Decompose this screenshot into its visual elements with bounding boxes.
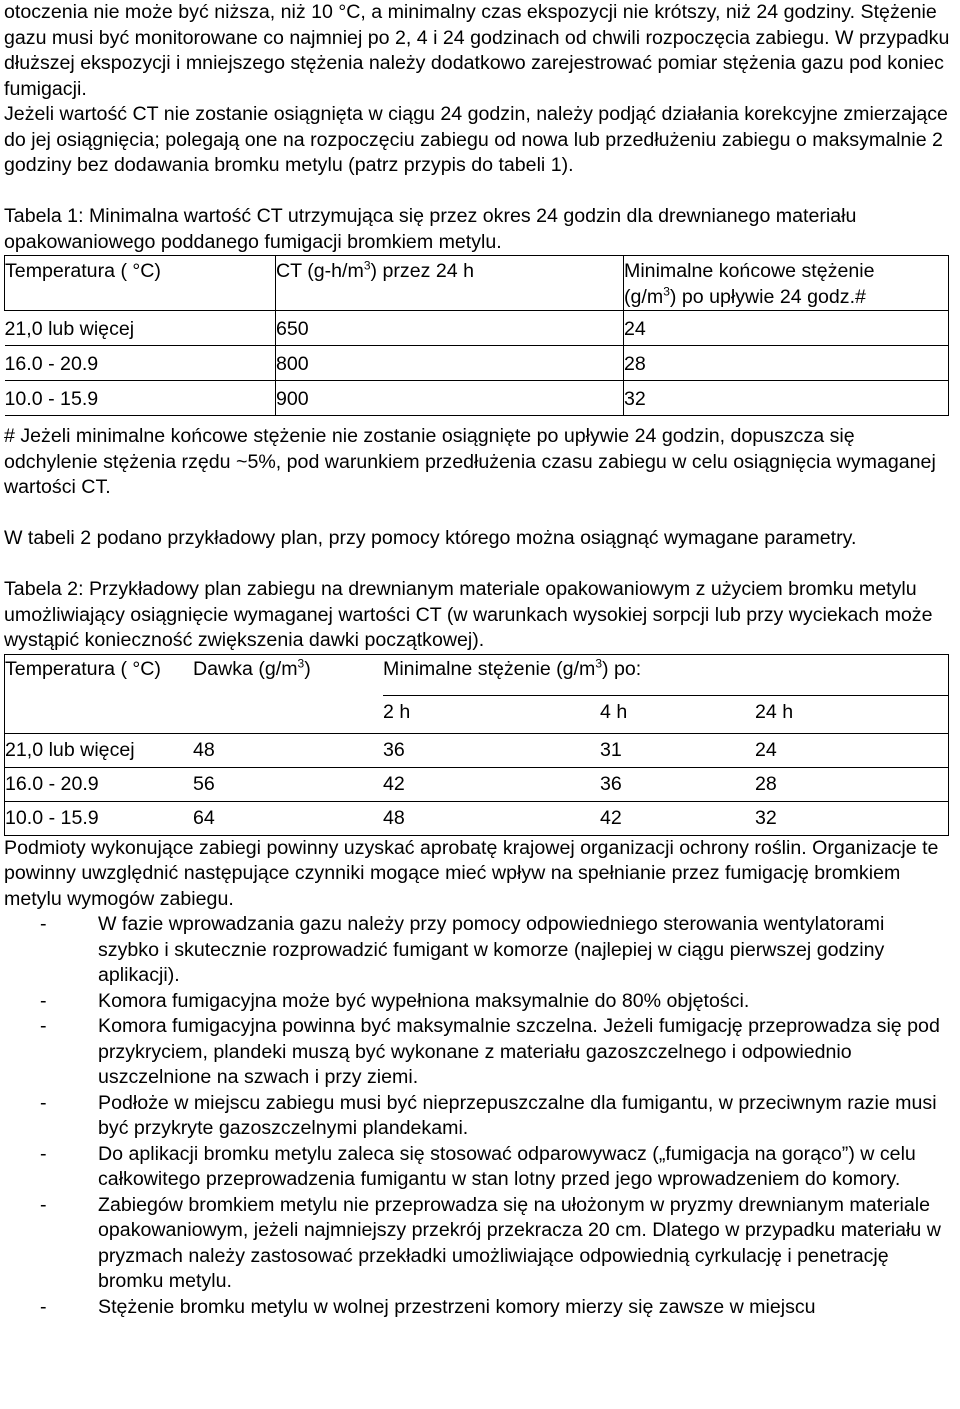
table-cell: 56 [193, 767, 383, 801]
table-cell: 10.0 - 15.9 [5, 381, 276, 416]
table-cell: 21,0 lub więcej [5, 733, 194, 767]
table-cell: 64 [193, 801, 383, 835]
list-item [4, 1142, 950, 1193]
paragraph-exposure-conditions: otoczenia nie może być niższa, niż 10 °C, a minimalny czas ekspozycji nie krótszy, niż 24 godziny. Stężenie gazu musi być monitorowane co najmniej po 2, 4 i 24 godzinach od chwili rozpoczęcia zabiegu. W przypadku dłuższej ekspozycji i mniejszego stężenia należy dodatkowo zarejestrować pomiar stężenia gazu pod koniec fumigacji. [4, 1, 950, 100]
table-row [5, 346, 949, 381]
list-item [4, 1091, 950, 1142]
table2-header-min-concentration: Minimalne stężenie $(g/m^3)$ po: [383, 654, 949, 695]
list-item [4, 912, 950, 989]
table2-header-2h: 2 h [383, 695, 600, 733]
table-cell: 16.0 - 20.9 [5, 346, 276, 381]
factors-list [4, 912, 950, 1320]
list-dash: - [40, 1142, 47, 1165]
table-cell [5, 695, 194, 733]
table-cell: 32 [755, 801, 949, 835]
table2-example-plan [4, 654, 949, 836]
table1-header-ct: CT $(g-h/m^3)$ przez 24 h [276, 256, 624, 311]
table-cell: 900 [276, 381, 624, 416]
list-dash: - [40, 989, 47, 1012]
paragraph-corrective-actions: Jeżeli wartość CT nie zostanie osiągnięta w ciągu 24 godzin, należy podjąć działania korekcyjne zmierzające do jej osiągnięcia; polegają one na rozpoczęciu zabiegu od nowa lub przedłużeniu zabiegu o maksymalnie 2 godziny bez dodawania bromku metylu (patrz przypis do tabeli 1). [4, 103, 948, 176]
table-cell: 28 [755, 767, 949, 801]
table2-subheader-row [5, 695, 949, 733]
list-item [4, 989, 950, 1015]
list-item-text: Komora fumigacyjna powinna być maksymalnie szczelna. Jeżeli fumigację przeprowadza się pod przykryciem, plandeki muszą być wykonane z materiału gazoszczelnego i odpowiednio uszczelnione na szwach i przy ziemi. [98, 1015, 940, 1088]
table-cell: 32 [624, 381, 949, 416]
spacer [4, 179, 950, 205]
table-row [5, 767, 949, 801]
list-item [4, 1014, 950, 1091]
table-cell: 36 [600, 767, 755, 801]
table1-footnote: # Jeżeli minimalne końcowe stężenie nie zostanie osiągnięte po upływie 24 godzin, dopuszcza się odchylenie stężenia rzędu ~5%, pod warunkiem przedłużenia czasu zabiegu w celu osiągnięcia wymaganej wartości CT. [4, 425, 936, 498]
table1-minimum-ct [4, 255, 949, 416]
table-cell: 16.0 - 20.9 [5, 767, 194, 801]
list-dash: - [40, 1015, 47, 1037]
table-cell: 36 [383, 733, 600, 767]
table2-header-dose: Dawka $(g/m^3)$ [193, 654, 383, 695]
list-item-text: W fazie wprowadzania gazu należy przy pomocy odpowiedniego sterowania wentylatorami szybko i skutecznie rozprowadzić fumigant w komorze (najlepiej w ciągu pierwszej godziny aplikacji). [98, 913, 885, 986]
table-row [5, 311, 949, 346]
table-cell: 10.0 - 15.9 [5, 801, 194, 835]
list-dash: - [40, 913, 47, 935]
table-row [5, 801, 949, 835]
table-cell: 48 [383, 801, 600, 835]
list-item-text: Podłoże w miejscu zabiegu musi być nieprzepuszczalne dla fumigantu, w przeciwnym razie musi być przykryte gazoszczelnymi plandekami. [98, 1091, 937, 1139]
table1-header-temperature: Temperatura ( °C) [5, 256, 276, 311]
table2-header-24h: 24 h [755, 695, 949, 733]
spacer [4, 501, 950, 527]
table1-caption: Tabela 1: Minimalna wartość CT utrzymująca się przez okres 24 godzin dla drewnianego materiału opakowaniowego poddanego fumigacji bromkiem metylu. [4, 205, 857, 253]
table-cell [193, 695, 383, 733]
table-cell: 42 [600, 801, 755, 835]
list-item-text: Komora fumigacyjna może być wypełniona maksymalnie do 80% objętości. [98, 989, 750, 1012]
list-item-text: Stężenie bromku metylu w wolnej przestrzeni komory mierzy się zawsze w miejscu [98, 1295, 816, 1318]
table-cell: 28 [624, 346, 949, 381]
spacer [4, 552, 950, 578]
list-item-text: Do aplikacji bromku metylu zaleca się stosować odparowywacz („fumigacja na gorąco”) w celu całkowitego przeprowadzenia fumigantu w stan lotny przed jego wprowadzeniem do komory. [98, 1142, 916, 1190]
table-row [5, 733, 949, 767]
list-item [4, 1295, 950, 1321]
table2-header-row [5, 654, 949, 695]
table-cell: 48 [193, 733, 383, 767]
paragraph-approval-factors: Podmioty wykonujące zabiegi powinny uzyskać aprobatę krajowej organizacji ochrony roślin. Organizacje te powinny uwzględnić następujące czynniki mogące mieć wpływ na spełnianie przez fumigację bromkiem metylu wymogów zabiegu. [4, 836, 939, 910]
paragraph-table2-intro: W tabeli 2 podano przykładowy plan, przy pomocy którego można osiągnąć wymagane parametry. [4, 527, 857, 549]
spacer [4, 416, 950, 424]
list-dash: - [40, 1091, 47, 1114]
list-item [4, 1193, 950, 1295]
table2-caption: Tabela 2: Przykładowy plan zabiegu na drewnianym materiale opakowaniowym z użyciem bromku metylu umożliwiający osiągnięcie wymaganej wartości CT (w warunkach wysokiej sorpcji lub przy wyciekach może wystąpić konieczność zwiększenia dawki początkowej). [4, 578, 933, 651]
list-dash: - [40, 1295, 47, 1318]
table-cell: 21,0 lub więcej [5, 311, 276, 346]
list-item-text: Zabiegów bromkiem metylu nie przeprowadza się na ułożonym w pryzmy drewnianym materiale opakowaniowym, jeżeli najmniejszy przekrój przekracza 20 cm. Dlatego w przypadku materiału w pryzmach należy zastosować przekładki umożliwiające odpowiednią cyrkulację i penetrację bromku metylu. [98, 1193, 941, 1292]
table-cell: 24 [755, 733, 949, 767]
table-cell: 31 [600, 733, 755, 767]
table-cell: 42 [383, 767, 600, 801]
table-cell: 650 [276, 311, 624, 346]
table-cell: 24 [624, 311, 949, 346]
table1-header-min-concentration: Minimalne końcowe stężenie $(g/m^3)$ po upływie 24 godz.# [624, 256, 949, 311]
list-dash: - [40, 1193, 47, 1216]
table-row [5, 381, 949, 416]
table2-header-temperature: Temperatura ( °C) [5, 654, 194, 695]
table2-header-4h: 4 h [600, 695, 755, 733]
table-cell: 800 [276, 346, 624, 381]
table1-header-row [5, 256, 949, 311]
